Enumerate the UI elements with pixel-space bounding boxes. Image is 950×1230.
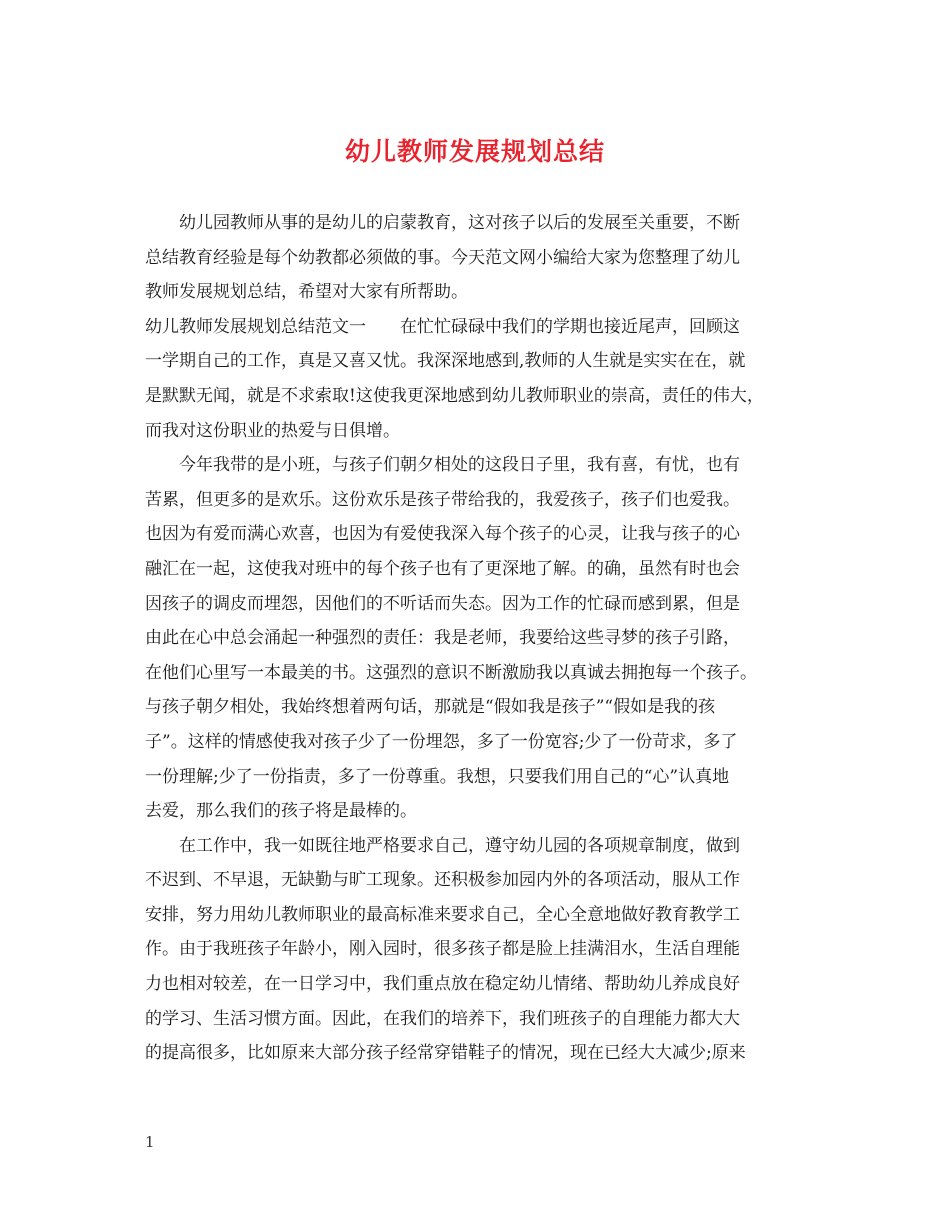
text-line: 是默默无闻，就是不求索取!这使我更深地感到幼儿教师职业的崇高，责任的伟大， <box>145 385 764 406</box>
text-line: 去爱，那么我们的孩子将是最棒的。 <box>145 801 417 822</box>
text-line: 在工作中，我一如既往地严格要求自己，遵守幼儿园的各项规章制度，做到 <box>179 835 740 856</box>
text-line: 不迟到、不早退，无缺勤与旷工现象。还积极参加园内外的各项活动，服从工作 <box>145 870 740 891</box>
text-line: 子”。这样的情感使我对孩子少了一份埋怨，多了一份宽容;少了一份苛求，多了 <box>145 731 738 752</box>
text-line: 一学期自己的工作，真是又喜又忧。我深深地感到,教师的人生就是实实在在，就 <box>145 351 746 372</box>
text-line: 由此在心中总会涌起一种强烈的责任：我是老师，我要给这些寻梦的孩子引路， <box>145 628 740 649</box>
text-line: 今年我带的是小班，与孩子们朝夕相处的这段日子里，我有喜，有忧，也有 <box>179 455 740 476</box>
text-line: 在他们心里写一本最美的书。这强烈的意识不断激励我以真诚去拥抱每一个孩子。 <box>145 662 757 683</box>
document-title: 幼儿教师发展规划总结 <box>344 137 605 166</box>
text-line: 的提高很多，比如原来大部分孩子经常穿错鞋子的情况，现在已经大大减少;原来 <box>145 1043 746 1064</box>
text-line: 幼儿园教师从事的是幼儿的启蒙教育，这对孩子以后的发展至关重要，不断 <box>179 213 740 233</box>
text-line: 苦累，但更多的是欢乐。这份欢乐是孩子带给我的，我爱孩子，孩子们也爱我。 <box>145 489 740 510</box>
text-line: 安排，努力用幼儿教师职业的最高标准来要求自己，全心全意地做好教育教学工 <box>145 904 740 925</box>
text-line: 力也相对较差，在一日学习中，我们重点放在稳定幼儿情绪、帮助幼儿养成良好 <box>145 974 740 995</box>
text-line: 教师发展规划总结，希望对大家有所帮助。 <box>145 282 468 303</box>
text-line: 作。由于我班孩子年龄小，刚入园时，很多孩子都是脸上挂满泪水，生活自理能 <box>145 939 740 960</box>
text-line: 一份理解;少了一份指责，多了一份尊重。我想，只要我们用自己的“心”认真地 <box>145 766 730 787</box>
text-line: 幼儿教师发展规划总结范文一 在忙忙碌碌中我们的学期也接近尾声，回顾这 <box>145 316 740 337</box>
page-number: 1 <box>145 1133 155 1151</box>
text-line: 总结教育经验是每个幼教都必须做的事。今天范文网小编给大家为您整理了幼儿 <box>145 247 740 268</box>
text-line: 融汇在一起，这使我对班中的每个孩子也有了更深地了解。的确，虽然有时也会 <box>145 558 740 579</box>
text-line: 也因为有爱而满心欢喜，也因为有爱使我深入每个孩子的心灵，让我与孩子的心 <box>145 524 740 545</box>
text-line: 与孩子朝夕相处，我始终想着两句话，那就是“假如我是孩子”“假如是我的孩 <box>145 697 716 718</box>
text-line: 因孩子的调皮而埋怨，因他们的不听话而失态。因为工作的忙碌而感到累，但是 <box>145 593 740 614</box>
document-body <box>145 206 815 1071</box>
text-line: 的学习、生活习惯方面。因此，在我们的培养下，我们班孩子的自理能力都大大 <box>145 1008 740 1029</box>
text-line: 而我对这份职业的热爱与日俱增。 <box>145 420 400 441</box>
